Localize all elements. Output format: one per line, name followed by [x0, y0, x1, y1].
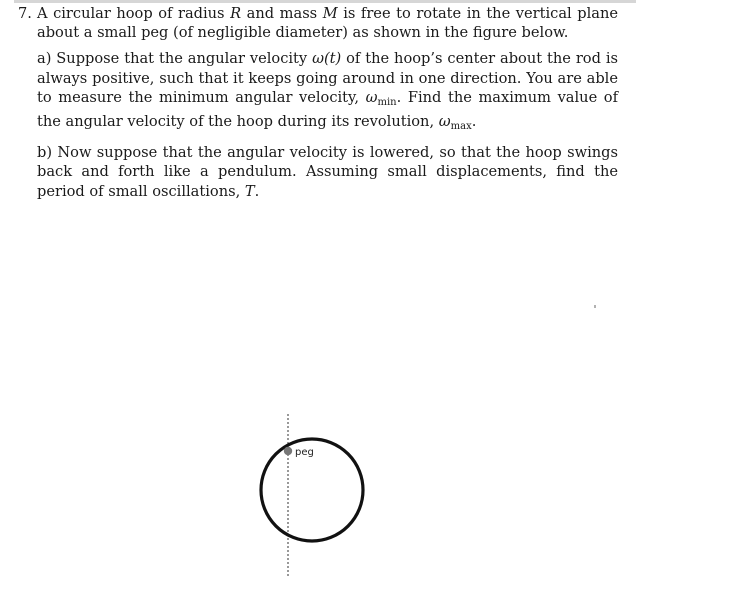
problem-body — [37, 4, 618, 201]
omega-min-base: ω — [365, 88, 378, 106]
top-rule — [14, 0, 636, 3]
intro-text-2: and mass — [241, 5, 323, 22]
symbol-M: M — [322, 5, 338, 22]
symbol-omega-max — [438, 113, 472, 133]
symbol-T: T — [244, 182, 255, 200]
peg-label: peg — [295, 447, 314, 458]
problem-intro — [37, 4, 618, 42]
symbol-omega-t: ω(t) — [312, 50, 342, 68]
part-a-text-3: . Find the maximum value of the angular velocity of the hoop during its revolution, — [37, 88, 618, 131]
part-b-text-1: b) Now suppose that the angular velocity is lowered, so that the hoop swings back and forth like a pendulum. Assuming small displacements, find the period of small oscillations, — [37, 144, 618, 200]
part-a — [37, 49, 618, 136]
symbol-omega-min — [366, 89, 397, 106]
problem-number: 7. — [18, 5, 32, 22]
omega-max-subscript: max — [450, 121, 472, 133]
part-a-text-1: a) Suppose that the angular velocity — [37, 50, 313, 68]
intro-text-1: A circular hoop of radius — [37, 5, 231, 22]
symbol-R: R — [230, 5, 242, 22]
part-a-text-4: . — [471, 113, 477, 131]
peg-dot — [284, 447, 292, 455]
hoop — [261, 439, 363, 541]
part-a-text-2: of the hoop’s center about the rod is always positive, such that it keeps going around in one direction. You are able to measure the minimum angular velocity, — [37, 50, 618, 106]
problem-7 — [18, 4, 618, 201]
part-b — [37, 143, 618, 201]
omega-min-subscript: min — [377, 96, 397, 108]
intro-text-3: is free to rotate in the vertical plane about a small peg (of negligible diameter) as shown in the figure below. — [37, 5, 618, 42]
omega-max-base: ω — [438, 113, 451, 131]
part-b-text-2: . — [254, 182, 260, 200]
